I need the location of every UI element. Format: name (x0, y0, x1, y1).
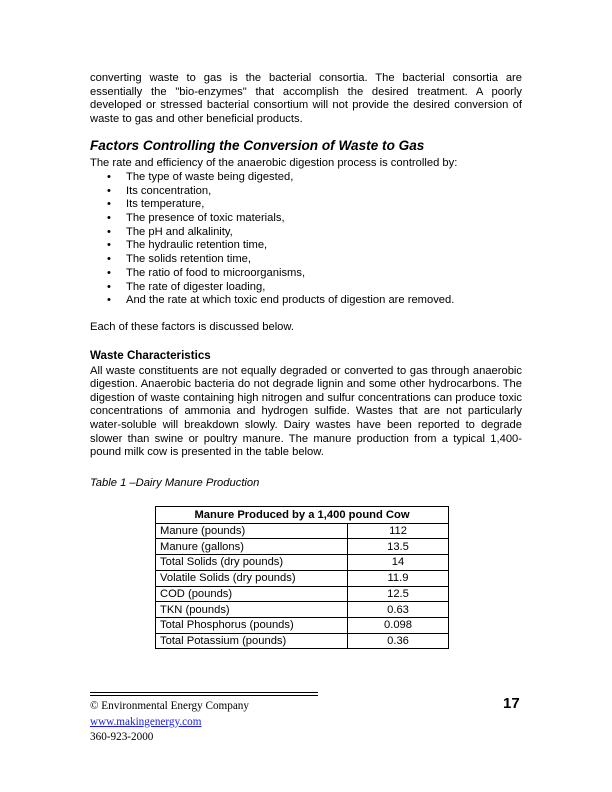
factor-list (90, 171, 522, 308)
row-label: COD (pounds) (156, 586, 348, 602)
bullet-icon: • (107, 184, 111, 197)
table-row (156, 617, 449, 633)
table-row (156, 633, 449, 649)
page-number: 17 (503, 695, 520, 712)
section-heading: Factors Controlling the Conversion of Waste to Gas (90, 138, 425, 154)
row-value: 112 (348, 523, 449, 539)
list-item: • The pH and alkalinity, (107, 225, 233, 238)
list-item: • The ratio of food to microorganisms, (107, 266, 306, 279)
manure-table (155, 506, 449, 650)
row-value: 11.9 (348, 570, 449, 586)
section-lead: The rate and efficiency of the anaerobic digestion process is controlled by: (90, 157, 458, 170)
list-item: • The presence of toxic materials, (107, 212, 285, 225)
row-value: 12.5 (348, 586, 449, 602)
list-item: • Its concentration, (107, 184, 212, 197)
list-item: • The rate of digester loading, (107, 280, 266, 293)
list-item: • The hydraulic retention time, (107, 239, 268, 252)
page-body (90, 72, 522, 649)
list-item: • Its temperature, (107, 198, 205, 211)
table-caption: Table 1 –Dairy Manure Production (90, 476, 260, 489)
bullet-icon: • (107, 225, 111, 238)
row-label: Manure (gallons) (156, 539, 348, 555)
list-item: • And the rate at which toxic end products of digestion are removed. (107, 294, 455, 307)
table-row (156, 570, 449, 586)
row-label: Total Potassium (pounds) (156, 633, 348, 649)
waste-paragraph: All waste constituents are not equally degraded or converted to gas through anaerobic digestion. Anaerobic bacteria do not degrade lignin and some other hydrocarbons. The digestion of waste containing high nitrogen and sulfur concentrations can produce toxic concentrations of ammonia and hydrogen sulfide. Wastes that are not particularly water-soluble will breakdown slowly. Dairy wastes have been reported to degrade slower than swine or poultry manure. The manure production from a typical 1,400-pound milk cow is presented in the table below. (90, 364, 522, 459)
table-row (156, 602, 449, 618)
table-header-row (156, 506, 449, 523)
row-value: 0.098 (348, 617, 449, 633)
table-row (156, 539, 449, 555)
row-value: 0.63 (348, 602, 449, 618)
row-label: Volatile Solids (dry pounds) (156, 570, 348, 586)
bullet-icon: • (107, 198, 111, 211)
website-link[interactable]: www.makingenergy.com (90, 715, 202, 728)
row-value: 13.5 (348, 539, 449, 555)
footer-divider (90, 695, 318, 696)
bullet-icon: • (107, 170, 111, 183)
intro-paragraph: converting waste to gas is the bacterial consortia. The bacterial consortia are essentially the "bio-enzymes" that accomplish the desired treatment. A poorly developed or stressed bacterial consortium will not provide the desired conversion of waste to gas and other beneficial products. (90, 72, 522, 125)
row-label: Total Solids (dry pounds) (156, 555, 348, 571)
bullet-icon: • (107, 294, 111, 307)
row-value: 14 (348, 555, 449, 571)
footer-divider (90, 692, 318, 693)
bullet-icon: • (107, 239, 111, 252)
table-header: Manure Produced by a 1,400 pound Cow (156, 506, 449, 523)
row-label: Manure (pounds) (156, 523, 348, 539)
table-row (156, 555, 449, 571)
bullet-icon: • (107, 212, 111, 225)
row-value: 0.36 (348, 633, 449, 649)
section-closing: Each of these factors is discussed below. (90, 321, 294, 333)
bullet-icon: • (107, 266, 111, 279)
footer-company: © Environmental Energy Company (90, 700, 249, 712)
bullet-icon: • (107, 280, 111, 293)
bullet-icon: • (107, 253, 111, 266)
table-row (156, 586, 449, 602)
list-item: • The type of waste being digested, (107, 170, 294, 183)
table-row (156, 523, 449, 539)
row-label: TKN (pounds) (156, 602, 348, 618)
row-label: Total Phosphorus (pounds) (156, 617, 348, 633)
footer (90, 699, 249, 746)
list-item: • The solids retention time, (107, 253, 251, 266)
waste-heading: Waste Characteristics (90, 348, 211, 362)
footer-phone: 360-923-2000 (90, 731, 154, 743)
